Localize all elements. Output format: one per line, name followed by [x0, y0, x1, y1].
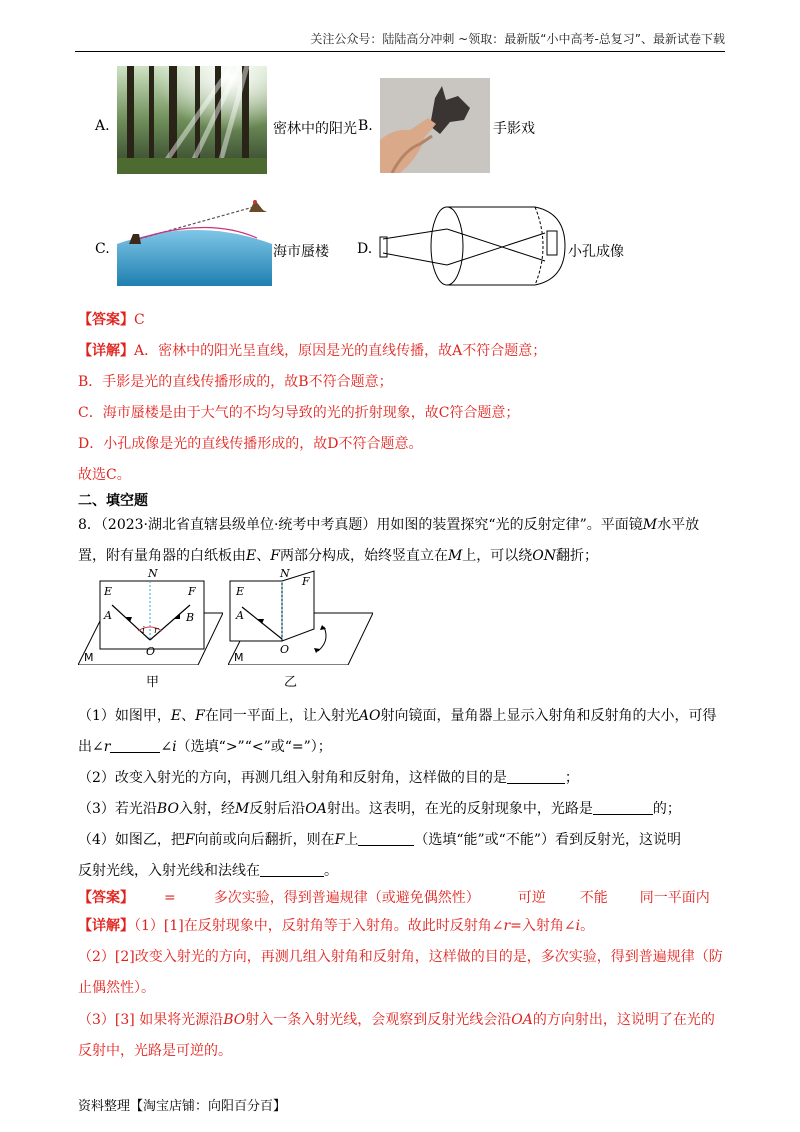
page-header: 关注公众号：陆陆高分冲刺 ~领取：最新版“小中高考-总复习”、最新试卷下载: [75, 30, 725, 52]
q8-part2-text: ；: [564, 770, 579, 786]
q8-stem-text: 8．（2023·湖北省直辖县级单位·统考中考真题）用如图的装置探究“光的反射定律”。平面镜: [78, 517, 643, 533]
q8-part1-text: 、: [181, 708, 196, 724]
q8-detail-1-i: i: [575, 918, 581, 934]
q8-detail-3-bo: BO: [223, 1012, 246, 1028]
figure-jia-label-r: r: [154, 626, 159, 636]
option-c-caption: 海市蜃楼: [273, 244, 329, 260]
figure-yi-label-n: N: [280, 567, 290, 580]
q8-stem-text: 水平放: [657, 517, 700, 533]
q8-detail-1-text: （1）[1]在反射现象中，反射角等于入射角。故此时反射角∠: [134, 918, 504, 934]
q8-detail-1: [78, 916, 594, 936]
figure-jia-label-e: E: [104, 585, 113, 598]
q8-part1-text: ∠: [160, 739, 173, 755]
figure-jia-label-i: i: [142, 626, 145, 636]
option-c-letter: C.: [95, 241, 110, 257]
q8-answer: [78, 888, 710, 908]
option-d-caption: 小孔成像: [568, 244, 624, 260]
q8-blank-4[interactable]: [358, 831, 414, 846]
q8-part4-line2: [78, 861, 338, 881]
q8-detail-3-line1: [78, 1010, 715, 1030]
q8-part2-text: （2）改变入射光的方向，再测几组入射角和反射角，这样做的目的是: [78, 770, 507, 786]
q8-part1-text: 出∠: [78, 739, 104, 755]
option-d-letter: D.: [357, 241, 373, 257]
q8-part1-text: 射向镜面，量角器上显示入射角和反射角的大小，可得: [380, 708, 717, 724]
q8-answer-1: =: [164, 890, 176, 906]
q8-part4-text: （4）如图乙，把: [78, 832, 185, 848]
q8-blank-3[interactable]: [593, 800, 653, 815]
figure-jia-label-m: M: [84, 651, 94, 664]
mirage-image: [117, 196, 272, 286]
q8-stem-m2: M: [447, 548, 463, 564]
figure-yi-diagram: [228, 565, 373, 665]
q7-answer: [78, 310, 145, 330]
q8-part1-line1: [78, 706, 716, 726]
q8-detail-2-line1: （2）[2]改变入射光的方向，再测几组入射角和反射角，这样做的目的是，多次实验，得到普遍规律（防: [78, 949, 723, 965]
q8-stem-e: E: [246, 548, 257, 564]
q8-detail-3-text: 的方向射出，这说明了在光的: [532, 1012, 715, 1028]
q8-stem-line1: [78, 515, 699, 535]
q8-part1-text: （1）如图甲，: [78, 708, 171, 724]
figure-yi-label-a: A: [236, 609, 244, 622]
q8-blank-2[interactable]: [507, 769, 565, 784]
option-a-letter: A.: [95, 118, 110, 134]
q8-blank-5[interactable]: [260, 862, 324, 877]
q8-part3-bo: BO: [156, 801, 179, 817]
q8-part3-oa: OA: [305, 801, 327, 817]
page-footer: 资料整理【淘宝店铺：向阳百分百】: [78, 1099, 287, 1114]
pinhole-camera-diagram: [375, 203, 570, 293]
q8-detail-1-text: 。: [580, 918, 595, 934]
figure-jia-diagram: [78, 565, 223, 665]
q8-stem-on: ON: [532, 548, 557, 564]
q8-part3: [78, 799, 681, 819]
q8-answer-2: 多次实验，得到普遍规律（或避免偶然性）: [213, 890, 480, 906]
figure-jia-label-f: F: [188, 585, 196, 598]
q8-answer-5: 同一平面内: [639, 890, 710, 906]
q8-answer-label: 【答案】: [78, 890, 134, 906]
q7-detail-c: C．海市蜃楼是由于大气的不均匀导致的光的折射现象，故C符合题意；: [78, 405, 520, 421]
q8-stem-text: 翻折；: [556, 548, 599, 564]
q8-part1-r: r: [103, 739, 111, 755]
q8-part4-text: 向前或向后翻折，则在: [194, 832, 335, 848]
option-a-caption: 密林中的阳光: [273, 121, 357, 137]
q8-part3-text: （3）若光沿: [78, 801, 157, 817]
q8-part3-text: 的；: [652, 801, 681, 817]
forest-sunlight-image: [117, 66, 267, 174]
q8-part1-f: F: [195, 708, 205, 724]
q8-part4-text: （选填“能”或“不能”）看到反射光，这说明: [414, 832, 681, 848]
q8-detail-1-r: r: [503, 918, 511, 934]
figure-jia-label-o: O: [146, 645, 156, 658]
figure-jia-label-b: B: [186, 611, 195, 624]
q8-part4-line1: [78, 830, 681, 850]
q8-part4-text: 反射光线，入射光线和法线在: [78, 863, 260, 879]
q7-answer-label: 【答案】: [78, 312, 134, 328]
figure-jia-label-a: A: [104, 609, 112, 622]
q8-part4-text: 上: [344, 832, 359, 848]
q7-detail-a-text: A．密林中的阳光呈直线，原因是光的直线传播，故A不符合题意；: [134, 343, 547, 359]
q8-part4-f: F: [184, 832, 195, 848]
q7-conclusion: 故选C。: [78, 467, 131, 483]
q8-stem-text: 两部分构成，始终竖直立在: [279, 548, 448, 564]
q8-part3-m: M: [234, 801, 250, 817]
q8-stem-line2: [78, 546, 598, 566]
q8-stem-text: 、: [256, 548, 271, 564]
figure-yi-label-o: O: [280, 643, 290, 656]
q8-detail-3-text: （3）[3] 如果将光源沿: [78, 1012, 224, 1028]
q7-detail-label: 【详解】: [78, 343, 134, 359]
q8-stem-text: 置，附有量角器的白纸板由: [78, 548, 246, 564]
figure-jia-label-n: N: [148, 567, 158, 580]
option-b-letter: B.: [358, 118, 373, 134]
q7-detail-a: [78, 341, 546, 361]
q7-detail-d: D．小孔成像是光的直线传播形成的，故D不符合题意。: [78, 436, 423, 452]
figure-yi-label-m: M: [234, 651, 244, 664]
q8-part4-text: 。: [324, 863, 338, 879]
hand-shadow-image: [380, 78, 490, 173]
q8-part1-i: i: [172, 739, 177, 755]
q8-detail-3-line2: 反射中，光路是可逆的。: [78, 1043, 232, 1059]
q8-detail-3-oa: OA: [511, 1012, 533, 1028]
q8-detail-2-line2: 止偶然性）。: [78, 980, 155, 996]
q8-part2: [78, 768, 579, 788]
q8-stem-text: 上，可以绕: [462, 548, 533, 564]
q8-part1-text: 在同一平面上，让入射光: [204, 708, 359, 724]
q8-part4-f2: F: [334, 832, 345, 848]
q8-part3-text: 入射，经: [178, 801, 235, 817]
section-heading: 二、填空题: [78, 493, 148, 509]
q7-detail-b: B．手影是光的直线传播形成的，故B不符合题意；: [78, 374, 393, 390]
q8-part1-ao: AO: [358, 708, 381, 724]
q8-part3-text: 反射后沿: [249, 801, 306, 817]
q8-blank-1[interactable]: [110, 738, 160, 753]
figure-yi-caption: 乙: [284, 675, 298, 690]
q7-answer-value: C: [134, 312, 145, 328]
q8-part1-e: E: [170, 708, 182, 724]
q8-detail-1-text: =入射角∠: [510, 918, 576, 934]
q8-detail-3-text: 射入一条入射光线，会观察到反射光线会沿: [245, 1012, 512, 1028]
q8-stem-m: M: [642, 517, 658, 533]
q8-part1-line2: [78, 737, 332, 757]
q8-part1-text: （选填“>”“<”或“=”）；: [176, 739, 332, 755]
q8-answer-4: 不能: [579, 890, 608, 906]
option-b-caption: 手影戏: [493, 121, 535, 137]
q8-detail-label: 【详解】: [78, 918, 134, 934]
q8-answer-3: 可逆: [517, 890, 546, 906]
figure-jia-caption: 甲: [146, 675, 160, 690]
figure-yi-label-e: E: [236, 585, 245, 598]
q8-part3-text: 射出。这表明，在光的反射现象中，光路是: [326, 801, 593, 817]
q8-stem-f: F: [270, 548, 280, 564]
figure-yi-label-f: F: [302, 575, 310, 588]
